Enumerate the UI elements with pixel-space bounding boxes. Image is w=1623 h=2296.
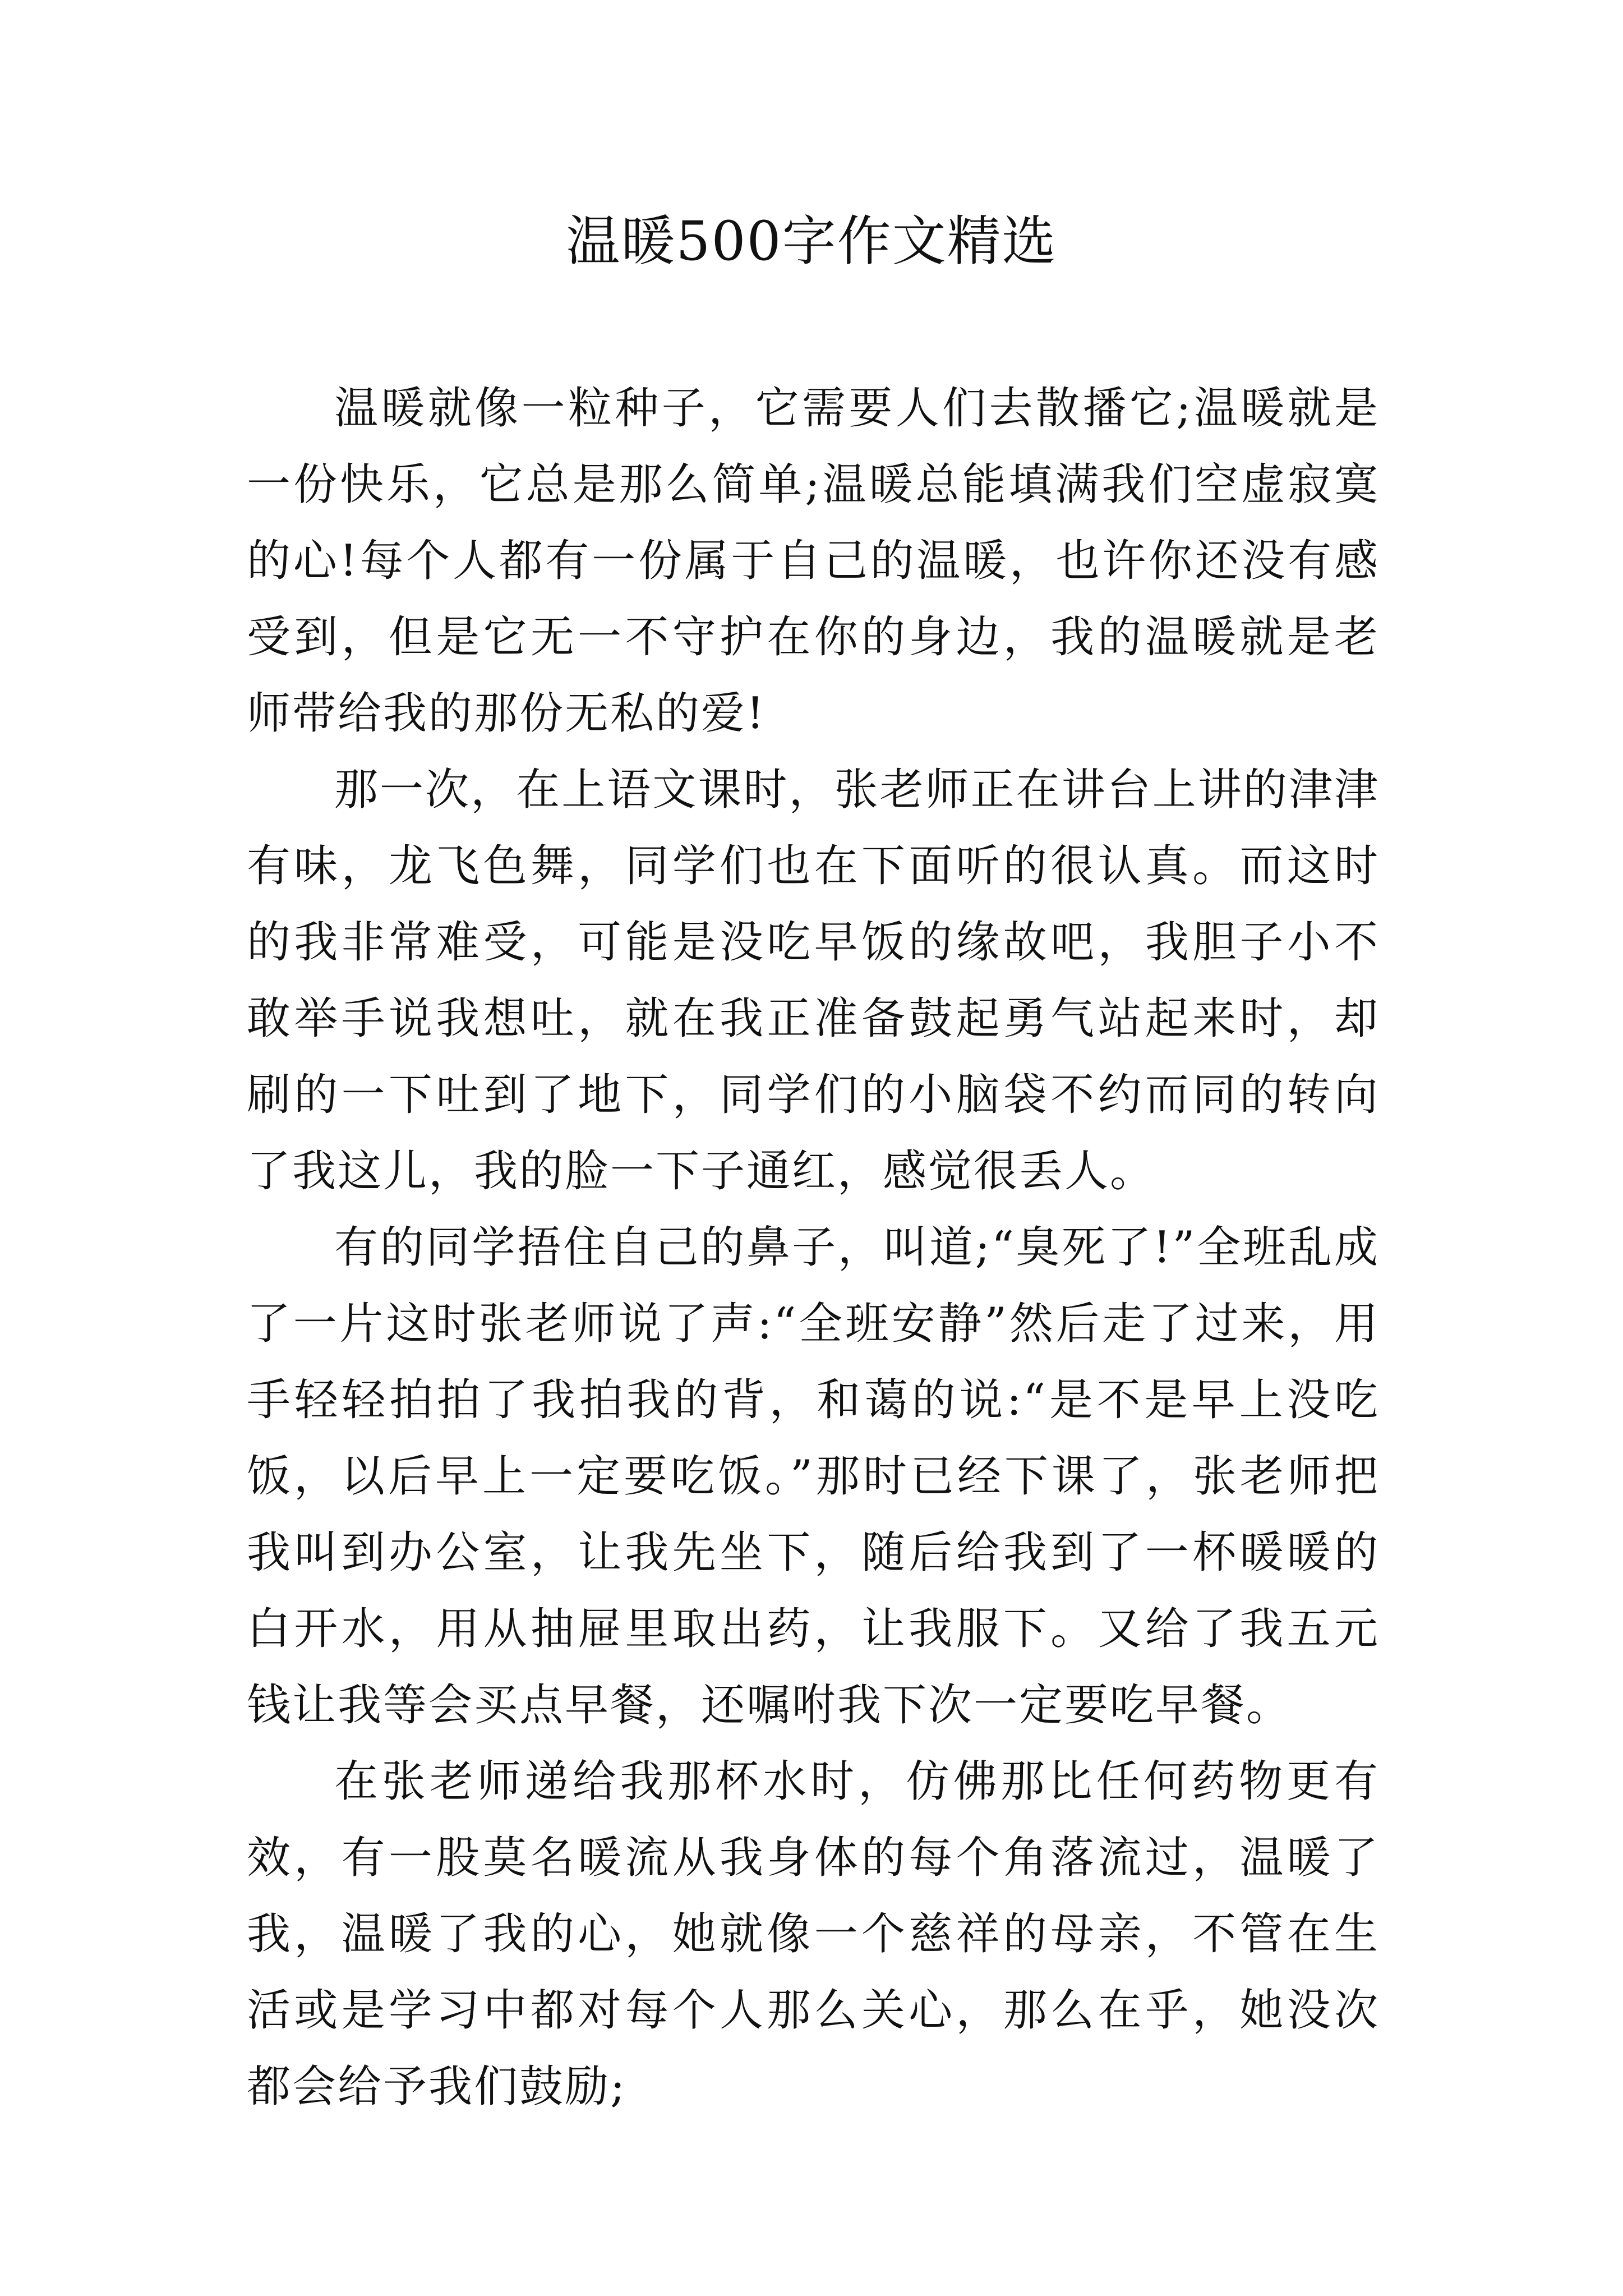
paragraph-1: 温暖就像一粒种子，它需要人们去散播它;温暖就是一份快乐，它总是那么简单;温暖总能填满我们空虚寂寞的心!每个人都有一份属于自己的温暖，也许你还没有感受到，但是它无一不守护在你的身边，我的温暖就是老师带给我的那份无私的爱! [247,383,1380,739]
document-title: 温暖500字作文精选 [566,210,1057,273]
document-body [247,370,1380,2125]
paragraph-3: 有的同学捂住自己的鼻子，叫道;“臭死了!”全班乱成了一片这时张老师说了声:“全班安静”然后走了过来，用手轻轻拍拍了我拍我的背，和蔼的说:“是不是早上没吃饭，以后早上一定要吃饭。”那时已经下课了，张老师把我叫到办公室，让我先坐下，随后给我到了一杯暖暖的白开水，用从抽屉里取出药，让我服下。又给了我五元钱让我等会买点早餐，还嘱咐我下次一定要吃早餐。 [247,1222,1380,1731]
paragraph-2: 那一次，在上语文课时，张老师正在讲台上讲的津津有味，龙飞色舞，同学们也在下面听的很认真。而这时的我非常难受，可能是没吃早饭的缘故吧，我胆子小不敢举手说我想吐，就在我正准备鼓起勇气站起来时，却刷的一下吐到了地下，同学们的小脑袋不约而同的转向了我这儿，我的脸一下子通红，感觉很丢人。 [247,765,1380,1197]
paragraph-4: 在张老师递给我那杯水时，仿佛那比任何药物更有效，有一股莫名暖流从我身体的每个角落流过，温暖了我，温暖了我的心，她就像一个慈祥的母亲，不管在生活或是学习中都对每个人那么关心，那么在乎，她没次都会给予我们鼓励; [247,1756,1380,2112]
